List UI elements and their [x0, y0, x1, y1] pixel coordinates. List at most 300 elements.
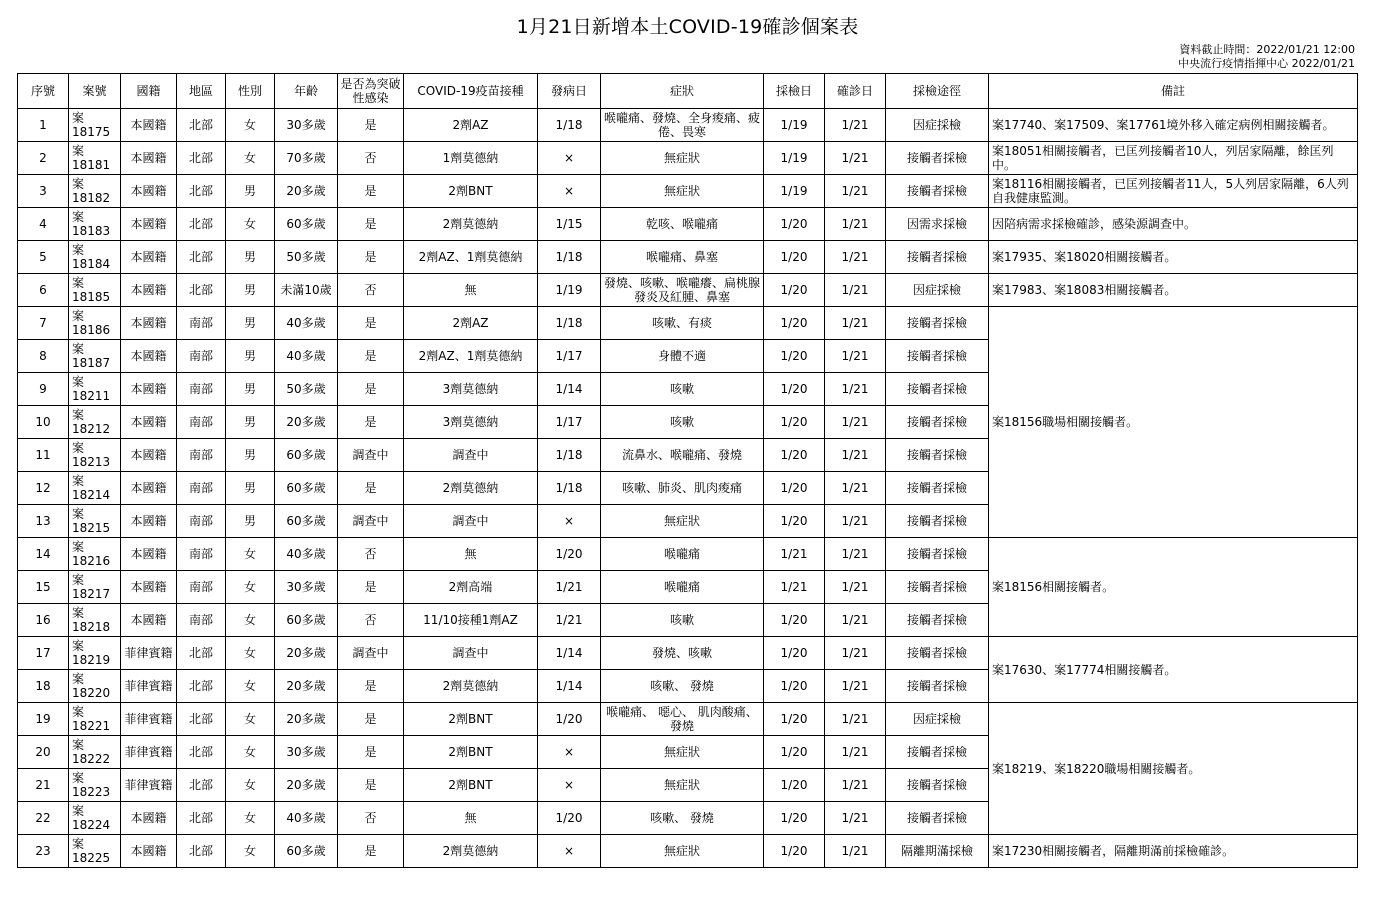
region-cell: 北部	[177, 835, 226, 868]
age-cell: 60多歲	[275, 505, 338, 538]
test-date-cell: 1/19	[764, 175, 825, 208]
case-no-cell: 8	[18, 340, 69, 373]
case-no-cell: 17	[18, 637, 69, 670]
sex-cell: 女	[226, 538, 275, 571]
region-cell: 南部	[177, 505, 226, 538]
sex-cell: 男	[226, 274, 275, 307]
sex-cell: 女	[226, 736, 275, 769]
onset-date-cell: ×	[538, 142, 601, 175]
breakthrough-cell: 否	[338, 274, 404, 307]
onset-date-cell: 1/21	[538, 604, 601, 637]
region-cell: 南部	[177, 571, 226, 604]
header-nationality: 國籍	[121, 74, 177, 109]
case-no-cell: 6	[18, 274, 69, 307]
onset-date-cell: 1/18	[538, 307, 601, 340]
region-cell: 南部	[177, 307, 226, 340]
test-route-cell: 接觸者採檢	[886, 439, 989, 472]
sex-cell: 女	[226, 109, 275, 142]
nationality-cell: 菲律賓籍	[121, 769, 177, 802]
vaccine-cell: 2劑AZ、1劑莫德納	[404, 241, 538, 274]
nationality-cell: 本國籍	[121, 835, 177, 868]
nationality-cell: 本國籍	[121, 175, 177, 208]
notes-cell: 案17740、案17509、案17761境外移入確定病例相關接觸者。	[989, 109, 1358, 142]
table-row	[18, 835, 1358, 868]
confirm-date-cell: 1/21	[825, 373, 886, 406]
table-row	[18, 241, 1358, 274]
case-id-cell: 案18213	[69, 439, 121, 472]
sex-cell: 男	[226, 439, 275, 472]
case-id-cell: 案18186	[69, 307, 121, 340]
confirm-date-cell: 1/21	[825, 604, 886, 637]
nationality-cell: 本國籍	[121, 604, 177, 637]
case-id-cell: 案18215	[69, 505, 121, 538]
test-route-cell: 接觸者採檢	[886, 142, 989, 175]
test-date-cell: 1/20	[764, 241, 825, 274]
confirm-date-cell: 1/21	[825, 670, 886, 703]
vaccine-cell: 2劑AZ	[404, 109, 538, 142]
age-cell: 20多歲	[275, 703, 338, 736]
case-no-cell: 3	[18, 175, 69, 208]
test-date-cell: 1/20	[764, 703, 825, 736]
age-cell: 60多歲	[275, 604, 338, 637]
case-id-cell: 案18182	[69, 175, 121, 208]
sex-cell: 女	[226, 571, 275, 604]
nationality-cell: 菲律賓籍	[121, 703, 177, 736]
notes-cell: 案18219、案18220職場相關接觸者。	[989, 703, 1358, 835]
vaccine-cell: 2劑BNT	[404, 703, 538, 736]
age-cell: 50多歲	[275, 373, 338, 406]
case-no-cell: 20	[18, 736, 69, 769]
header-notes: 備註	[989, 74, 1358, 109]
age-cell: 40多歲	[275, 307, 338, 340]
case-id-cell: 案18222	[69, 736, 121, 769]
sex-cell: 女	[226, 208, 275, 241]
table-row	[18, 307, 1358, 340]
notes-cell: 因陪病需求採檢確診，感染源調查中。	[989, 208, 1358, 241]
age-cell: 60多歲	[275, 208, 338, 241]
onset-date-cell: 1/21	[538, 571, 601, 604]
age-cell: 40多歲	[275, 802, 338, 835]
case-id-cell: 案18181	[69, 142, 121, 175]
vaccine-cell: 2劑BNT	[404, 175, 538, 208]
breakthrough-cell: 是	[338, 241, 404, 274]
breakthrough-cell: 是	[338, 703, 404, 736]
sex-cell: 男	[226, 373, 275, 406]
confirm-date-cell: 1/21	[825, 802, 886, 835]
notes-cell: 案18156相關接觸者。	[989, 538, 1358, 637]
test-date-cell: 1/20	[764, 802, 825, 835]
onset-date-cell: 1/18	[538, 439, 601, 472]
table-header-row	[18, 74, 1358, 109]
header-onset: 發病日	[538, 74, 601, 109]
test-date-cell: 1/20	[764, 835, 825, 868]
test-date-cell: 1/20	[764, 340, 825, 373]
symptoms-cell: 喉嚨痛、發燒、全身痠痛、疲倦、畏寒	[601, 109, 764, 142]
case-id-cell: 案18220	[69, 670, 121, 703]
sex-cell: 男	[226, 175, 275, 208]
onset-date-cell: 1/20	[538, 703, 601, 736]
case-id-cell: 案18219	[69, 637, 121, 670]
region-cell: 北部	[177, 802, 226, 835]
notes-cell: 案17230相關接觸者，隔離期滿前採檢確診。	[989, 835, 1358, 868]
confirm-date-cell: 1/21	[825, 439, 886, 472]
symptoms-cell: 無症狀	[601, 175, 764, 208]
test-route-cell: 隔離期滿採檢	[886, 835, 989, 868]
symptoms-cell: 發燒、咳嗽、喉嚨癢、扁桃腺發炎及紅腫、鼻塞	[601, 274, 764, 307]
header-breakthrough: 是否為突破性感染	[338, 74, 404, 109]
region-cell: 北部	[177, 142, 226, 175]
age-cell: 20多歲	[275, 769, 338, 802]
case-no-cell: 16	[18, 604, 69, 637]
case-no-cell: 5	[18, 241, 69, 274]
onset-date-cell: 1/19	[538, 274, 601, 307]
report-meta	[1178, 43, 1355, 71]
region-cell: 北部	[177, 736, 226, 769]
vaccine-cell: 2劑莫德納	[404, 835, 538, 868]
case-id-cell: 案18216	[69, 538, 121, 571]
region-cell: 北部	[177, 670, 226, 703]
sex-cell: 女	[226, 670, 275, 703]
breakthrough-cell: 是	[338, 406, 404, 439]
vaccine-cell: 調查中	[404, 637, 538, 670]
confirm-date-cell: 1/21	[825, 769, 886, 802]
test-date-cell: 1/20	[764, 406, 825, 439]
case-id-cell: 案18225	[69, 835, 121, 868]
sex-cell: 女	[226, 703, 275, 736]
confirm-date-cell: 1/21	[825, 736, 886, 769]
test-route-cell: 接觸者採檢	[886, 769, 989, 802]
case-no-cell: 22	[18, 802, 69, 835]
vaccine-cell: 2劑莫德納	[404, 208, 538, 241]
test-date-cell: 1/19	[764, 142, 825, 175]
confirm-date-cell: 1/21	[825, 307, 886, 340]
nationality-cell: 本國籍	[121, 406, 177, 439]
vaccine-cell: 調查中	[404, 439, 538, 472]
sex-cell: 男	[226, 472, 275, 505]
test-date-cell: 1/20	[764, 373, 825, 406]
age-cell: 60多歲	[275, 835, 338, 868]
symptoms-cell: 發燒、咳嗽	[601, 637, 764, 670]
age-cell: 60多歲	[275, 472, 338, 505]
case-id-cell: 案18221	[69, 703, 121, 736]
header-test-date: 採檢日	[764, 74, 825, 109]
header-age: 年齡	[275, 74, 338, 109]
nationality-cell: 本國籍	[121, 274, 177, 307]
nationality-cell: 本國籍	[121, 538, 177, 571]
symptoms-cell: 咳嗽、 發燒	[601, 802, 764, 835]
symptoms-cell: 咳嗽、 發燒	[601, 670, 764, 703]
case-no-cell: 10	[18, 406, 69, 439]
breakthrough-cell: 是	[338, 340, 404, 373]
age-cell: 70多歲	[275, 142, 338, 175]
nationality-cell: 本國籍	[121, 472, 177, 505]
vaccine-cell: 無	[404, 274, 538, 307]
region-cell: 北部	[177, 637, 226, 670]
sex-cell: 男	[226, 340, 275, 373]
vaccine-cell: 2劑BNT	[404, 769, 538, 802]
case-no-cell: 21	[18, 769, 69, 802]
test-route-cell: 因症採檢	[886, 109, 989, 142]
header-region: 地區	[177, 74, 226, 109]
case-table-body	[18, 109, 1358, 868]
region-cell: 北部	[177, 769, 226, 802]
symptoms-cell: 無症狀	[601, 505, 764, 538]
vaccine-cell: 2劑莫德納	[404, 472, 538, 505]
confirm-date-cell: 1/21	[825, 835, 886, 868]
vaccine-cell: 2劑AZ、1劑莫德納	[404, 340, 538, 373]
onset-date-cell: ×	[538, 505, 601, 538]
symptoms-cell: 咳嗽、肺炎、肌肉痠痛	[601, 472, 764, 505]
vaccine-cell: 無	[404, 802, 538, 835]
nationality-cell: 本國籍	[121, 241, 177, 274]
test-date-cell: 1/20	[764, 637, 825, 670]
onset-date-cell: ×	[538, 175, 601, 208]
nationality-cell: 本國籍	[121, 505, 177, 538]
vaccine-cell: 2劑AZ	[404, 307, 538, 340]
nationality-cell: 菲律賓籍	[121, 637, 177, 670]
case-no-cell: 11	[18, 439, 69, 472]
case-id-cell: 案18224	[69, 802, 121, 835]
test-date-cell: 1/20	[764, 769, 825, 802]
breakthrough-cell: 否	[338, 142, 404, 175]
case-no-cell: 12	[18, 472, 69, 505]
notes-cell: 案17630、案17774相關接觸者。	[989, 637, 1358, 703]
breakthrough-cell: 否	[338, 802, 404, 835]
data-source: 中央流行疫情指揮中心 2022/01/21	[1178, 57, 1355, 70]
breakthrough-cell: 是	[338, 736, 404, 769]
vaccine-cell: 1劑莫德納	[404, 142, 538, 175]
test-route-cell: 接觸者採檢	[886, 538, 989, 571]
onset-date-cell: 1/14	[538, 670, 601, 703]
confirm-date-cell: 1/21	[825, 175, 886, 208]
symptoms-cell: 無症狀	[601, 142, 764, 175]
table-row	[18, 538, 1358, 571]
confirm-date-cell: 1/21	[825, 208, 886, 241]
table-row	[18, 109, 1358, 142]
onset-date-cell: 1/15	[538, 208, 601, 241]
case-no-cell: 15	[18, 571, 69, 604]
header-test-route: 採檢途徑	[886, 74, 989, 109]
region-cell: 北部	[177, 241, 226, 274]
onset-date-cell: 1/17	[538, 406, 601, 439]
breakthrough-cell: 是	[338, 208, 404, 241]
confirm-date-cell: 1/21	[825, 637, 886, 670]
breakthrough-cell: 調查中	[338, 439, 404, 472]
test-route-cell: 因需求採檢	[886, 208, 989, 241]
case-id-cell: 案18212	[69, 406, 121, 439]
test-route-cell: 接觸者採檢	[886, 241, 989, 274]
notes-cell: 案17935、案18020相關接觸者。	[989, 241, 1358, 274]
test-date-cell: 1/20	[764, 274, 825, 307]
onset-date-cell: 1/17	[538, 340, 601, 373]
age-cell: 40多歲	[275, 340, 338, 373]
test-date-cell: 1/20	[764, 307, 825, 340]
test-date-cell: 1/20	[764, 736, 825, 769]
test-date-cell: 1/21	[764, 571, 825, 604]
onset-date-cell: ×	[538, 835, 601, 868]
notes-cell: 案18156職場相關接觸者。	[989, 307, 1358, 538]
sex-cell: 女	[226, 637, 275, 670]
confirm-date-cell: 1/21	[825, 142, 886, 175]
symptoms-cell: 無症狀	[601, 835, 764, 868]
symptoms-cell: 喉嚨痛、鼻塞	[601, 241, 764, 274]
age-cell: 20多歲	[275, 637, 338, 670]
confirm-date-cell: 1/21	[825, 472, 886, 505]
table-row	[18, 703, 1358, 736]
age-cell: 20多歲	[275, 406, 338, 439]
case-no-cell: 13	[18, 505, 69, 538]
test-route-cell: 接觸者採檢	[886, 175, 989, 208]
test-date-cell: 1/20	[764, 472, 825, 505]
breakthrough-cell: 是	[338, 769, 404, 802]
sex-cell: 女	[226, 604, 275, 637]
test-route-cell: 接觸者採檢	[886, 670, 989, 703]
case-no-cell: 2	[18, 142, 69, 175]
sex-cell: 男	[226, 241, 275, 274]
case-no-cell: 7	[18, 307, 69, 340]
test-route-cell: 接觸者採檢	[886, 736, 989, 769]
region-cell: 北部	[177, 703, 226, 736]
age-cell: 60多歲	[275, 439, 338, 472]
test-route-cell: 接觸者採檢	[886, 505, 989, 538]
case-id-cell: 案18214	[69, 472, 121, 505]
sex-cell: 男	[226, 406, 275, 439]
table-row	[18, 637, 1358, 670]
test-route-cell: 接觸者採檢	[886, 637, 989, 670]
onset-date-cell: 1/14	[538, 637, 601, 670]
header-case: 案號	[69, 74, 121, 109]
header-sex: 性別	[226, 74, 275, 109]
breakthrough-cell: 是	[338, 373, 404, 406]
vaccine-cell: 2劑BNT	[404, 736, 538, 769]
breakthrough-cell: 是	[338, 109, 404, 142]
breakthrough-cell: 是	[338, 835, 404, 868]
sex-cell: 男	[226, 307, 275, 340]
vaccine-cell: 11/10接種1劑AZ	[404, 604, 538, 637]
test-route-cell: 因症採檢	[886, 703, 989, 736]
confirm-date-cell: 1/21	[825, 571, 886, 604]
case-id-cell: 案18211	[69, 373, 121, 406]
breakthrough-cell: 調查中	[338, 637, 404, 670]
test-route-cell: 接觸者採檢	[886, 604, 989, 637]
case-no-cell: 1	[18, 109, 69, 142]
vaccine-cell: 調查中	[404, 505, 538, 538]
test-route-cell: 接觸者採檢	[886, 406, 989, 439]
data-cutoff-time: 資料截止時間：2022/01/21 12:00	[1179, 43, 1355, 56]
table-row	[18, 274, 1358, 307]
test-date-cell: 1/20	[764, 604, 825, 637]
age-cell: 30多歲	[275, 571, 338, 604]
region-cell: 北部	[177, 274, 226, 307]
sex-cell: 男	[226, 505, 275, 538]
symptoms-cell: 身體不適	[601, 340, 764, 373]
case-id-cell: 案18218	[69, 604, 121, 637]
symptoms-cell: 咳嗽	[601, 373, 764, 406]
age-cell: 未滿10歲	[275, 274, 338, 307]
symptoms-cell: 喉嚨痛	[601, 538, 764, 571]
breakthrough-cell: 否	[338, 538, 404, 571]
vaccine-cell: 3劑莫德納	[404, 373, 538, 406]
symptoms-cell: 無症狀	[601, 736, 764, 769]
case-id-cell: 案18175	[69, 109, 121, 142]
region-cell: 南部	[177, 340, 226, 373]
onset-date-cell: 1/20	[538, 802, 601, 835]
confirm-date-cell: 1/21	[825, 703, 886, 736]
confirm-date-cell: 1/21	[825, 109, 886, 142]
table-row	[18, 208, 1358, 241]
age-cell: 20多歲	[275, 670, 338, 703]
test-date-cell: 1/21	[764, 538, 825, 571]
breakthrough-cell: 是	[338, 175, 404, 208]
nationality-cell: 菲律賓籍	[121, 736, 177, 769]
onset-date-cell: 1/20	[538, 538, 601, 571]
region-cell: 南部	[177, 604, 226, 637]
nationality-cell: 本國籍	[121, 307, 177, 340]
test-date-cell: 1/19	[764, 109, 825, 142]
confirm-date-cell: 1/21	[825, 340, 886, 373]
symptoms-cell: 乾咳、喉嚨痛	[601, 208, 764, 241]
sex-cell: 女	[226, 769, 275, 802]
sex-cell: 女	[226, 802, 275, 835]
onset-date-cell: ×	[538, 769, 601, 802]
onset-date-cell: 1/18	[538, 472, 601, 505]
onset-date-cell: 1/14	[538, 373, 601, 406]
header-symptoms: 症狀	[601, 74, 764, 109]
symptoms-cell: 流鼻水、喉嚨痛、發燒	[601, 439, 764, 472]
region-cell: 南部	[177, 439, 226, 472]
notes-cell: 案17983、案18083相關接觸者。	[989, 274, 1358, 307]
case-no-cell: 4	[18, 208, 69, 241]
region-cell: 北部	[177, 175, 226, 208]
confirm-date-cell: 1/21	[825, 406, 886, 439]
case-no-cell: 9	[18, 373, 69, 406]
region-cell: 北部	[177, 208, 226, 241]
test-route-cell: 接觸者採檢	[886, 802, 989, 835]
case-id-cell: 案18184	[69, 241, 121, 274]
symptoms-cell: 咳嗽	[601, 406, 764, 439]
symptoms-cell: 無症狀	[601, 769, 764, 802]
nationality-cell: 本國籍	[121, 340, 177, 373]
nationality-cell: 本國籍	[121, 142, 177, 175]
sex-cell: 女	[226, 142, 275, 175]
test-route-cell: 接觸者採檢	[886, 571, 989, 604]
header-no: 序號	[18, 74, 69, 109]
page-title: 1月21日新增本土COVID-19確診個案表	[516, 16, 859, 38]
case-id-cell: 案18183	[69, 208, 121, 241]
nationality-cell: 菲律賓籍	[121, 670, 177, 703]
case-no-cell: 23	[18, 835, 69, 868]
breakthrough-cell: 是	[338, 571, 404, 604]
age-cell: 20多歲	[275, 175, 338, 208]
age-cell: 50多歲	[275, 241, 338, 274]
test-date-cell: 1/20	[764, 208, 825, 241]
breakthrough-cell: 是	[338, 670, 404, 703]
test-route-cell: 接觸者採檢	[886, 340, 989, 373]
nationality-cell: 本國籍	[121, 109, 177, 142]
confirm-date-cell: 1/21	[825, 538, 886, 571]
nationality-cell: 本國籍	[121, 208, 177, 241]
notes-cell: 案18051相關接觸者，已匡列接觸者10人，列居家隔離，餘匡列中。	[989, 142, 1358, 175]
symptoms-cell: 喉嚨痛、 噁心、 肌肉酸痛、 發燒	[601, 703, 764, 736]
header-confirm-date: 確診日	[825, 74, 886, 109]
nationality-cell: 本國籍	[121, 373, 177, 406]
region-cell: 南部	[177, 373, 226, 406]
region-cell: 南部	[177, 472, 226, 505]
onset-date-cell: ×	[538, 736, 601, 769]
test-route-cell: 接觸者採檢	[886, 373, 989, 406]
header-vaccine: COVID-19疫苗接種	[404, 74, 538, 109]
symptoms-cell: 喉嚨痛	[601, 571, 764, 604]
